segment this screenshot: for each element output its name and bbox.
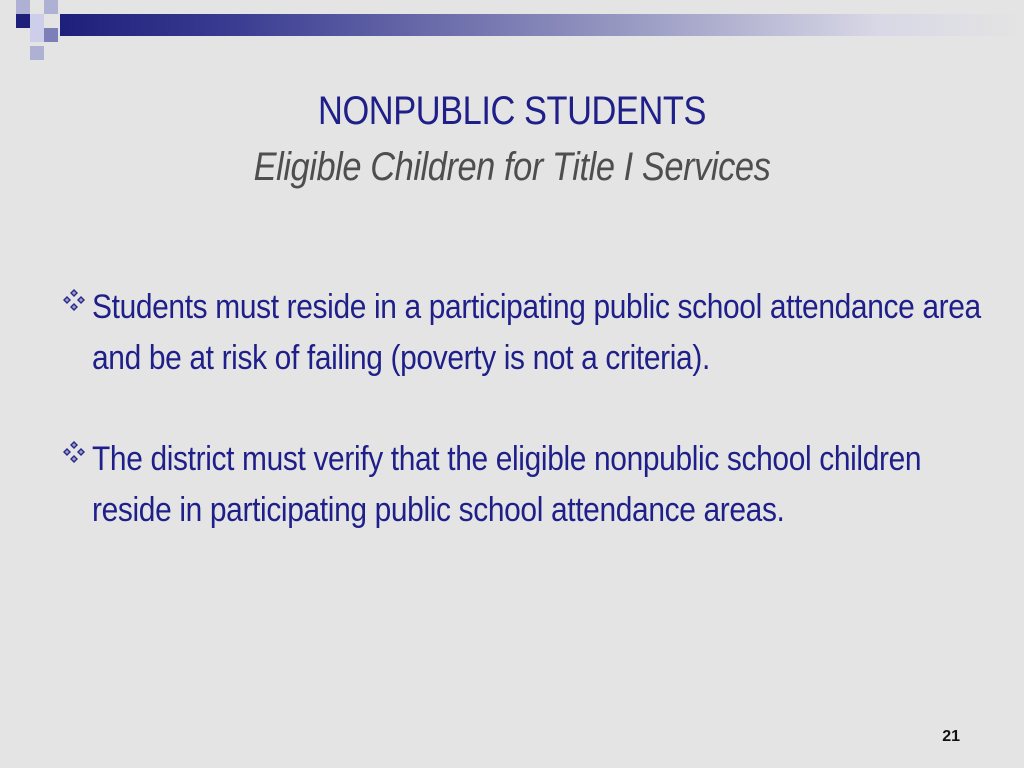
slide-subtitle: Eligible Children for Title I Services bbox=[253, 145, 771, 189]
bullet-item bbox=[58, 434, 988, 536]
decorative-square bbox=[30, 46, 44, 60]
decorative-square bbox=[44, 0, 58, 14]
page-number: 21 bbox=[942, 728, 960, 745]
decorative-square bbox=[16, 0, 30, 14]
bullet-text: The district must verify that the eligible nonpublic school children reside in participating public school attendance areas. bbox=[92, 440, 922, 529]
header-band bbox=[60, 14, 1024, 36]
bullet-list bbox=[58, 282, 988, 586]
decorative-square bbox=[16, 14, 30, 28]
decorative-square bbox=[30, 28, 44, 42]
slide-title: NONPUBLIC STUDENTS bbox=[318, 89, 706, 133]
decorative-square bbox=[30, 14, 44, 28]
bullet-text: Students must reside in a participating public school attendance area and be at risk of failing (poverty is not a criteria). bbox=[92, 288, 981, 377]
diamond-cluster-icon bbox=[60, 438, 88, 466]
decorative-square bbox=[44, 28, 58, 42]
title-block bbox=[0, 84, 1024, 196]
bullet-item bbox=[58, 282, 988, 384]
diamond-cluster-icon bbox=[60, 286, 88, 314]
